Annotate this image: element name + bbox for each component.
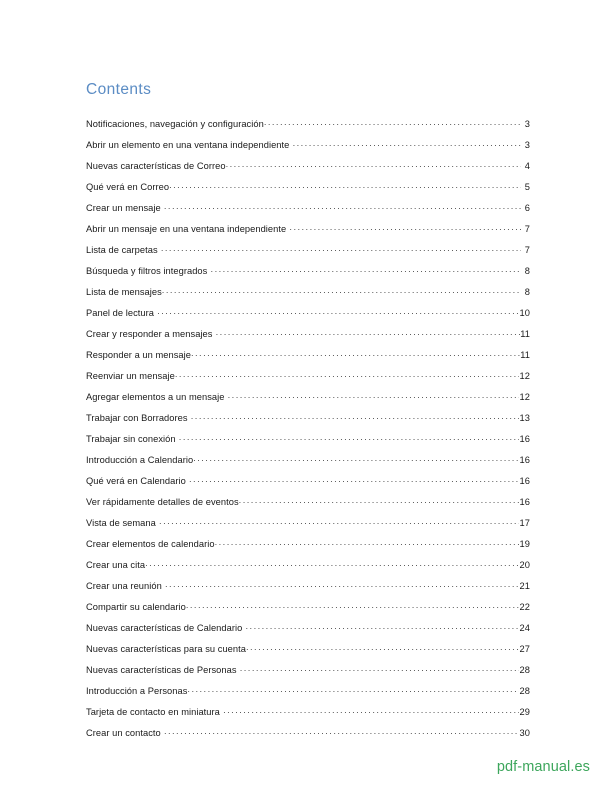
toc-entry[interactable] <box>86 307 530 328</box>
toc-entry-title: Notificaciones, navegación y configuración <box>86 119 264 129</box>
toc-entry-title: Abrir un elemento en una ventana independiente <box>86 140 290 150</box>
toc-entry[interactable] <box>86 433 530 454</box>
toc-entry[interactable] <box>86 286 530 307</box>
toc-entry[interactable] <box>86 538 530 559</box>
toc-entry[interactable] <box>86 622 530 643</box>
toc-dot-leader <box>164 202 521 211</box>
toc-dot-leader <box>186 601 519 610</box>
toc-dot-leader <box>240 664 519 673</box>
toc-entry[interactable] <box>86 664 530 685</box>
toc-dot-leader <box>246 622 520 631</box>
toc-entry-page-number: 21 <box>519 581 530 591</box>
toc-entry-page-number: 11 <box>520 350 530 360</box>
toc-entry-page-number: 4 <box>524 161 530 171</box>
toc-entry-page-number: 3 <box>524 119 530 129</box>
toc-dot-leader <box>228 391 519 400</box>
toc-entry[interactable] <box>86 496 530 517</box>
toc-dot-leader <box>179 433 519 442</box>
toc-entry-title: Vista de semana <box>86 518 156 528</box>
toc-entry[interactable] <box>86 118 530 139</box>
toc-entry-page-number: 20 <box>519 560 530 570</box>
toc-entry-page-number: 28 <box>519 686 530 696</box>
toc-entry-page-number: 16 <box>519 497 530 507</box>
toc-entry-title: Nuevas características de Personas <box>86 665 237 675</box>
toc-entry-title: Crear una reunión <box>86 581 162 591</box>
toc-entry[interactable] <box>86 370 530 391</box>
toc-entry-page-number: 28 <box>519 665 530 675</box>
toc-entry[interactable] <box>86 244 530 265</box>
toc-entry-page-number: 16 <box>519 434 530 444</box>
toc-entry-title: Crear un contacto <box>86 728 161 738</box>
toc-entry-page-number: 17 <box>519 518 530 528</box>
toc-dot-leader <box>239 496 519 505</box>
toc-dot-leader <box>161 244 521 253</box>
toc-entry[interactable] <box>86 580 530 601</box>
toc-dot-leader <box>226 160 521 169</box>
toc-entry-page-number: 22 <box>519 602 530 612</box>
toc-entry-page-number: 5 <box>524 182 530 192</box>
toc-entry-page-number: 24 <box>519 623 530 633</box>
toc-dot-leader <box>246 643 519 652</box>
toc-dot-leader <box>175 370 519 379</box>
toc-entry-title: Qué verá en Correo <box>86 182 170 192</box>
toc-dot-leader <box>264 118 521 127</box>
toc-dot-leader <box>223 706 519 715</box>
toc-entry[interactable] <box>86 454 530 475</box>
toc-dot-leader <box>162 286 521 295</box>
toc-entry[interactable] <box>86 475 530 496</box>
toc-entry-page-number: 3 <box>524 140 530 150</box>
toc-entry-page-number: 7 <box>524 245 530 255</box>
toc-entry-title: Nuevas características para su cuenta <box>86 644 246 654</box>
toc-entry-page-number: 13 <box>519 413 530 423</box>
toc-entry-title: Abrir un mensaje en una ventana independiente <box>86 224 287 234</box>
toc-entry[interactable] <box>86 601 530 622</box>
toc-entry[interactable] <box>86 412 530 433</box>
toc-entry-title: Trabajar con Borradores <box>86 413 188 423</box>
watermark: pdf-manual.es <box>496 759 590 775</box>
toc-entry[interactable] <box>86 706 530 727</box>
toc-dot-leader <box>169 181 520 190</box>
toc-dot-leader <box>216 328 520 337</box>
toc-entry-title: Ver rápidamente detalles de eventos <box>86 497 239 507</box>
toc-entry-title: Crear y responder a mensajes <box>86 329 213 339</box>
toc-entry-title: Introducción a Personas <box>86 686 188 696</box>
toc-dot-leader <box>189 475 519 484</box>
toc-entry-page-number: 12 <box>519 392 530 402</box>
toc-entry-page-number: 6 <box>524 203 530 213</box>
toc-entry-title: Panel de lectura <box>86 308 154 318</box>
toc-entry-page-number: 19 <box>519 539 530 549</box>
toc-entry[interactable] <box>86 328 530 349</box>
toc-entry-page-number: 29 <box>519 707 530 717</box>
toc-entry-page-number: 8 <box>524 287 530 297</box>
toc-entry[interactable] <box>86 265 530 286</box>
table-of-contents <box>86 118 530 748</box>
toc-entry-page-number: 16 <box>519 476 530 486</box>
toc-dot-leader <box>145 559 519 568</box>
toc-entry-title: Qué verá en Calendario <box>86 476 186 486</box>
toc-dot-leader <box>191 412 519 421</box>
toc-dot-leader <box>165 580 519 589</box>
toc-dot-leader <box>187 685 519 694</box>
toc-entry-title: Introducción a Calendario <box>86 455 194 465</box>
toc-entry-page-number: 27 <box>519 644 530 654</box>
toc-entry-title: Trabajar sin conexión <box>86 434 176 444</box>
toc-entry[interactable] <box>86 517 530 538</box>
toc-entry-title: Lista de mensajes <box>86 287 162 297</box>
toc-dot-leader <box>159 517 519 526</box>
toc-entry[interactable] <box>86 727 530 748</box>
toc-entry[interactable] <box>86 643 530 664</box>
toc-entry-title: Compartir su calendario <box>86 602 186 612</box>
toc-entry-title: Búsqueda y filtros integrados <box>86 266 208 276</box>
toc-dot-leader <box>215 538 519 547</box>
toc-dot-leader <box>193 454 519 463</box>
toc-entry[interactable] <box>86 139 530 160</box>
toc-entry-title: Lista de carpetas <box>86 245 158 255</box>
toc-entry-page-number: 12 <box>519 371 530 381</box>
toc-entry[interactable] <box>86 349 530 370</box>
toc-entry-page-number: 10 <box>519 308 530 318</box>
toc-entry-page-number: 11 <box>520 329 530 339</box>
toc-entry-title: Crear elementos de calendario <box>86 539 215 549</box>
toc-entry[interactable] <box>86 559 530 580</box>
toc-entry-page-number: 16 <box>519 455 530 465</box>
toc-entry[interactable] <box>86 391 530 412</box>
toc-entry-page-number: 7 <box>524 224 530 234</box>
toc-entry-title: Nuevas características de Correo <box>86 161 226 171</box>
toc-dot-leader <box>289 223 520 232</box>
toc-entry-title: Responder a un mensaje <box>86 350 191 360</box>
toc-dot-leader <box>211 265 521 274</box>
toc-dot-leader <box>164 727 519 736</box>
toc-entry[interactable] <box>86 181 530 202</box>
toc-entry-title: Agregar elementos a un mensaje <box>86 392 225 402</box>
toc-entry-title: Nuevas características de Calendario <box>86 623 243 633</box>
toc-entry[interactable] <box>86 202 530 223</box>
toc-entry-page-number: 8 <box>524 266 530 276</box>
page-title: Contents <box>86 81 152 98</box>
toc-dot-leader <box>191 349 520 358</box>
toc-dot-leader <box>157 307 519 316</box>
toc-entry-title: Crear un mensaje <box>86 203 161 213</box>
toc-entry[interactable] <box>86 223 530 244</box>
toc-entry[interactable] <box>86 160 530 181</box>
toc-entry-title: Reenviar un mensaje <box>86 371 175 381</box>
toc-dot-leader <box>293 139 521 148</box>
toc-entry[interactable] <box>86 685 530 706</box>
toc-entry-title: Crear una cita <box>86 560 146 570</box>
toc-entry-page-number: 30 <box>519 728 530 738</box>
toc-entry-title: Tarjeta de contacto en miniatura <box>86 707 220 717</box>
